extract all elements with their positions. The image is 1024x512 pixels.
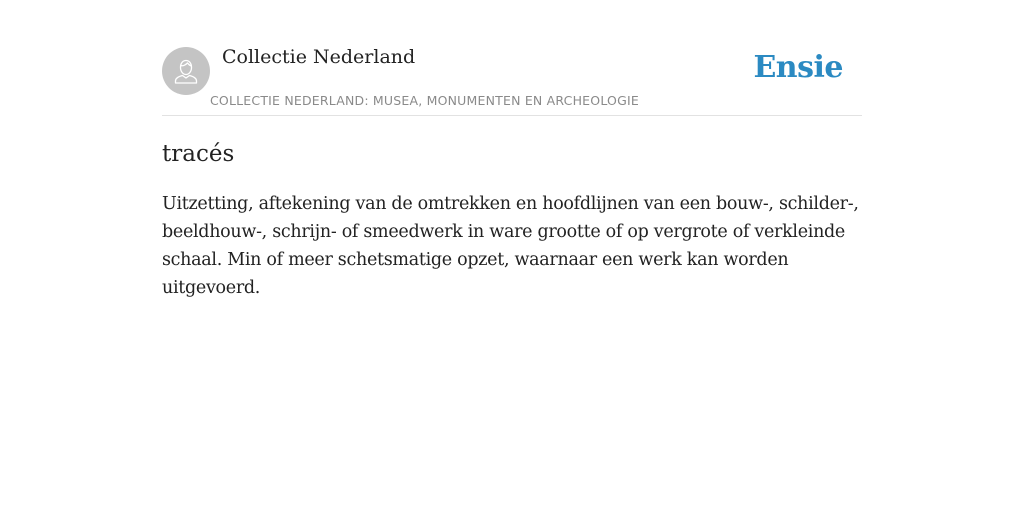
- user-icon: [171, 56, 201, 86]
- entry-header: [162, 46, 862, 116]
- brand-logo[interactable]: Ensie: [753, 50, 843, 85]
- entry-card: [162, 46, 862, 302]
- author-name[interactable]: Collectie Nederland: [222, 46, 416, 68]
- avatar[interactable]: [162, 47, 210, 95]
- author-subtitle: COLLECTIE NEDERLAND: MUSEA, MONUMENTEN EN ARCHEOLOGIE: [210, 93, 639, 108]
- term-definition: Uitzetting, aftekening van de omtrekken en hoofdlijnen van een bouw-, schilder-, beeldhouw-, schrijn- of smeedwerk in ware grootte of op vergrote of verkleinde schaal. Min of meer schetsmatige opzet, waarnaar een werk kan worden uitgevoerd.: [162, 194, 859, 298]
- term-title: tracés: [162, 141, 235, 167]
